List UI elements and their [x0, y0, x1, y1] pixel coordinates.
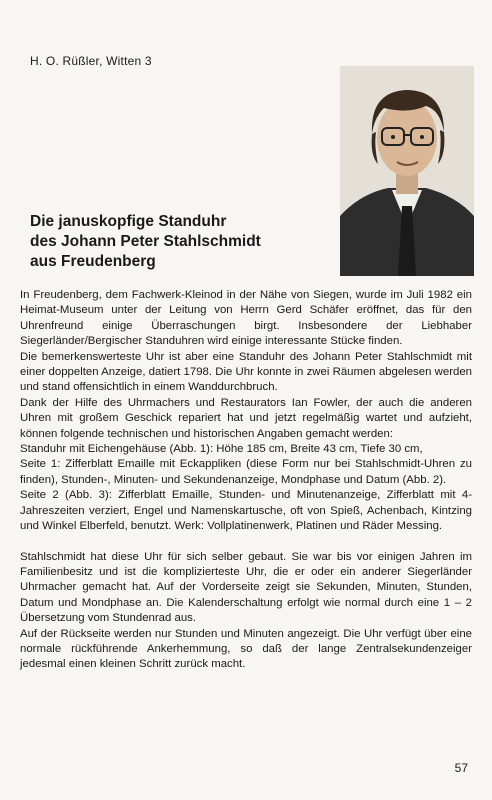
paragraph-rueckseite: Auf der Rückseite werden nur Stunden und Minuten angezeigt. Die Uhr verfügt über eine normale rückführende Ankerhemmung, so daß der lange Zentralsekundenzeiger jedesmal einen kleinen Schritt zurück macht. — [20, 627, 472, 671]
article-title — [30, 212, 330, 272]
page-number: 57 — [454, 761, 468, 775]
paragraph-restaurator: Dank der Hilfe des Uhrmachers und Restaurators Ian Fowler, der auch die anderen Uhren mit großem Geschick repariert hat und jetzt regelmäßig wartet und aufzieht, können folgende technischen und historischen Angaben gemacht werden: — [20, 396, 472, 440]
portrait-illustration — [340, 66, 474, 276]
title-line-3: aus Freudenberg — [30, 253, 156, 270]
title-line-1: Die januskopfige Standuhr — [30, 213, 227, 230]
paragraph-intro: In Freudenberg, dem Fachwerk-Kleinod in der Nähe von Siegen, wurde im Juli 1982 ein Heimat-Museum unter der Leitung von Herrn Gerd Schäfer eröffnet, das für den Uhrenfreund einige Überraschungen birgt. Insbesondere der Liebhaber Siegerländer/Bergischer Standuhren wird einige interessante Stücke finden. — [20, 289, 472, 348]
author-line: H. O. Rüßler, Witten 3 — [30, 54, 152, 68]
paragraph-seite-2: Seite 2 (Abb. 3): Zifferblatt Emaille, Stunden- und Minutenanzeige, Zifferblatt mit 4-Jahreszeiten verziert, Engel und Namenskartusche, oft von Spieß, Achenbach, Kintzing und Winkel Elberfeld, benutzt. Werk: Vollplatinenwerk, Platinen und Räder Messing. — [20, 489, 472, 533]
article-body — [20, 288, 472, 673]
paragraph-history: Stahlschmidt hat diese Uhr für sich selber gebaut. Sie war bis vor einigen Jahren im Familienbesitz und ist die komplizierteste Uhr, die er oder ein anderer Siegerländer Uhrmacher gemacht hat. Auf der Vorderseite zeigt sie Sekunden, Minuten, Stunden, Datum und Mondphase an. Die Kalenderschaltung erfolgt wie normal durch eine 1 – 2 Übersetzung vom Stundenrad aus. — [20, 550, 472, 625]
paragraph-seite-1: Seite 1: Zifferblatt Emaille mit Eckappliken (diese Form nur bei Stahlschmidt-Uhren zu finden), Stunden-, Minuten- und Sekundenanzeige, Mondphase und Datum (Abb. 2). — [20, 458, 472, 486]
paragraph-standuhr: Die bemerkenswerteste Uhr ist aber eine Standuhr des Johann Peter Stahlschmidt mit einer doppelten Anzeige, datiert 1798. Die Uhr konnte in zwei Räumen abgelesen werden und stand offensichtlich in einem Wanddurchbruch. — [20, 350, 472, 394]
author-portrait-photo — [340, 66, 474, 276]
paragraph-dimensions: Standuhr mit Eichengehäuse (Abb. 1): Höhe 185 cm, Breite 43 cm, Tiefe 30 cm, — [20, 443, 423, 456]
title-line-2: des Johann Peter Stahlschmidt — [30, 233, 261, 250]
